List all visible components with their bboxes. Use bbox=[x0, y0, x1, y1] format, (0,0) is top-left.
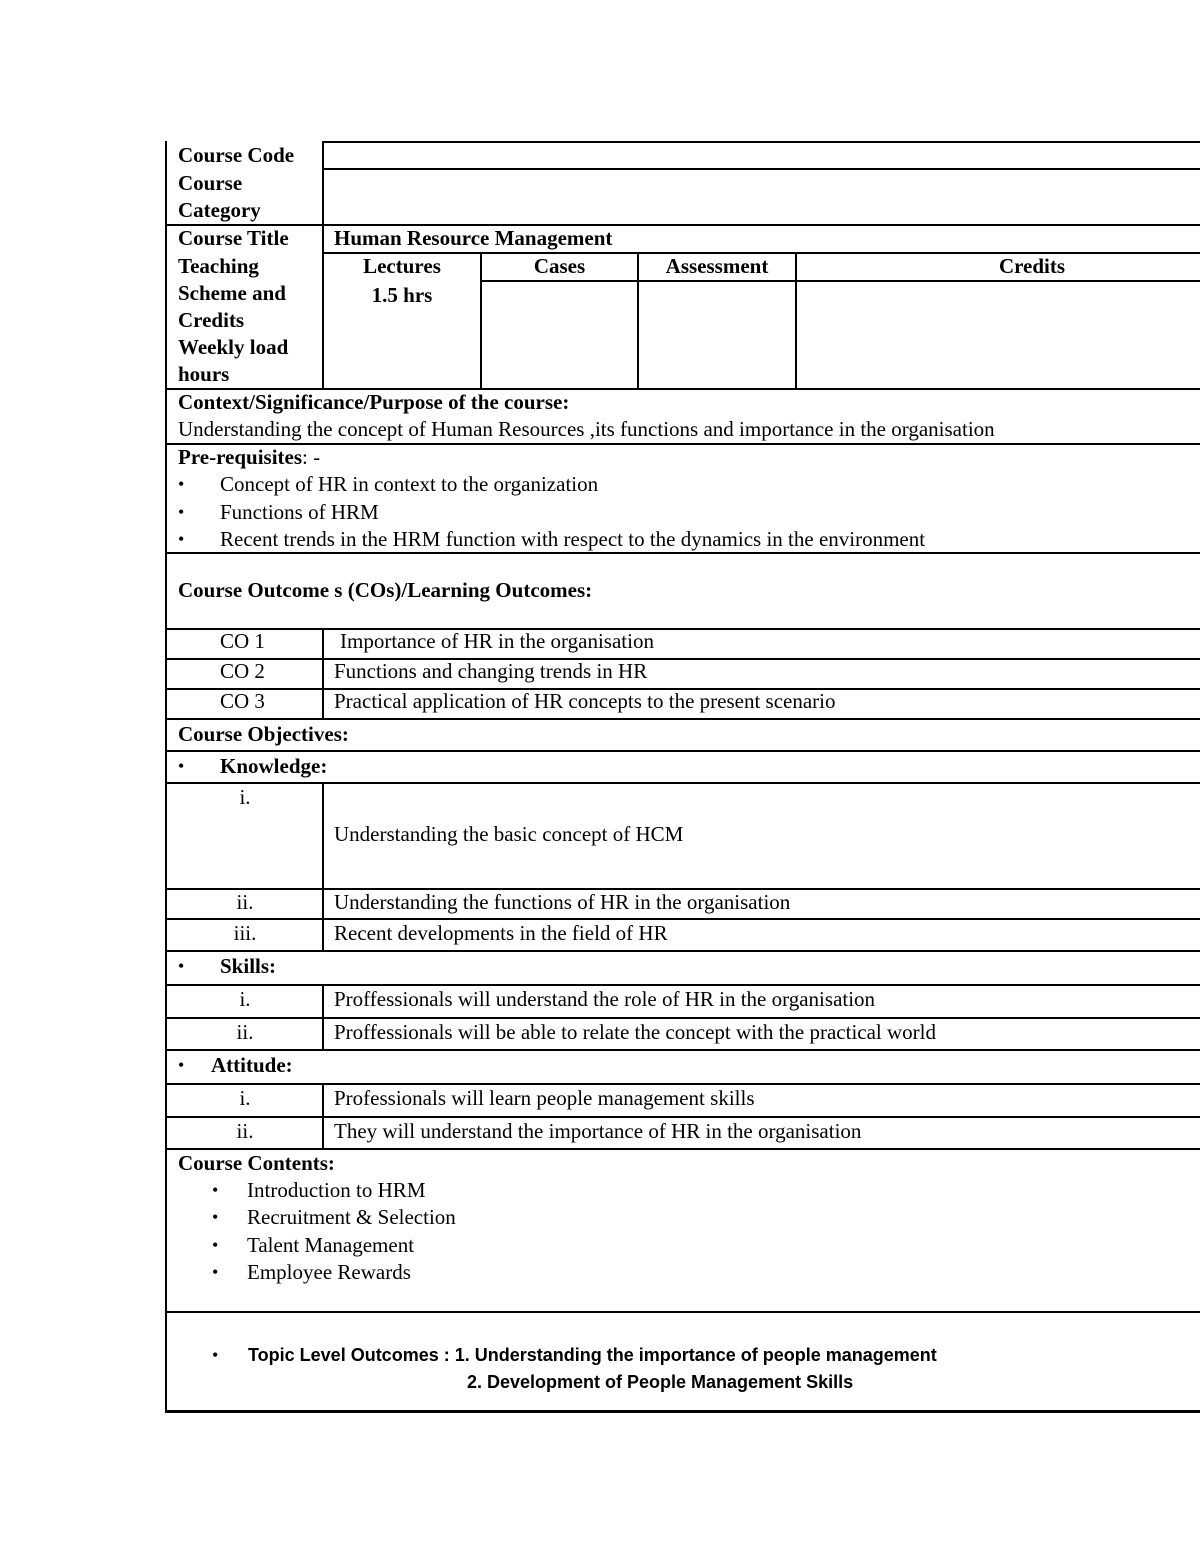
knowledge-3-num: iii. bbox=[233, 921, 257, 945]
prereq-item-3: Recent trends in the HRM function with respect to the dynamics in the environment bbox=[220, 527, 926, 551]
contents-item-4: Employee Rewards bbox=[247, 1260, 411, 1284]
rule-co-1 bbox=[165, 658, 1200, 660]
topic-outcomes-line2: 2. Development of People Management Skills bbox=[467, 1372, 854, 1392]
lectures-header: Lectures bbox=[363, 254, 441, 278]
attitude-2-num: ii. bbox=[236, 1119, 254, 1143]
rule-after-category bbox=[165, 224, 1200, 226]
topic-outcomes-bullet: • bbox=[212, 1345, 219, 1365]
context-text: Understanding the concept of Human Resources ,its functions and importance in the organisation bbox=[178, 417, 995, 441]
skills-bullet: • bbox=[178, 956, 185, 976]
knowledge-3-text: Recent developments in the field of HR bbox=[334, 921, 668, 945]
attitude-1-text: Professionals will learn people management skills bbox=[334, 1086, 755, 1110]
attitude-label: Attitude: bbox=[211, 1053, 293, 1077]
prereq-bullet-2: • bbox=[178, 502, 185, 522]
teaching-label-line4: Weekly load bbox=[178, 335, 289, 359]
topic-outcomes-line1: Topic Level Outcomes : 1. Understanding the importance of people management bbox=[248, 1345, 937, 1365]
table-bottom-border bbox=[165, 1410, 1200, 1413]
teaching-label-line2: Scheme and bbox=[178, 281, 286, 305]
contents-item-2: Recruitment & Selection bbox=[247, 1205, 456, 1229]
rule-after-contents bbox=[165, 1311, 1200, 1313]
attitude-1-num: i. bbox=[239, 1086, 251, 1110]
rule-co-top bbox=[165, 628, 1200, 630]
knowledge-bullet: • bbox=[178, 756, 185, 776]
rule-after-objectives bbox=[165, 750, 1200, 752]
teaching-label-line5: hours bbox=[178, 362, 230, 386]
co-2-text: Functions and changing trends in HR bbox=[334, 659, 648, 683]
attitude-bullet: • bbox=[178, 1055, 185, 1075]
contents-item-3: Talent Management bbox=[247, 1233, 415, 1257]
skills-2-num: ii. bbox=[236, 1020, 254, 1044]
co-3-text: Practical application of HR concepts to the present scenario bbox=[334, 689, 836, 713]
rule-skills-2 bbox=[165, 1049, 1200, 1051]
skills-1-num: i. bbox=[239, 987, 251, 1011]
knowledge-1-text: Understanding the basic concept of HCM bbox=[334, 822, 684, 846]
course-code-label: Course Code bbox=[178, 143, 295, 167]
lectures-value: 1.5 hrs bbox=[371, 283, 433, 307]
co-1-code: CO 1 bbox=[220, 629, 265, 653]
outcomes-heading: Course Outcome s (COs)/Learning Outcomes: bbox=[178, 578, 593, 602]
knowledge-divider bbox=[322, 782, 324, 950]
co-2-code: CO 2 bbox=[220, 659, 265, 683]
co-divider bbox=[322, 628, 324, 719]
contents-heading: Course Contents: bbox=[178, 1151, 335, 1175]
co-3-code: CO 3 bbox=[220, 689, 265, 713]
objectives-heading: Course Objectives: bbox=[178, 722, 349, 746]
knowledge-label: Knowledge: bbox=[220, 754, 328, 778]
prereq-bullet-3: • bbox=[178, 529, 185, 549]
attitude-2-text: They will understand the importance of HR in the organisation bbox=[334, 1119, 862, 1143]
table-left-border bbox=[165, 141, 167, 1412]
knowledge-1-num: i. bbox=[239, 785, 251, 809]
prereq-heading-suffix: : - bbox=[302, 445, 321, 469]
cases-header: Cases bbox=[533, 254, 586, 278]
skills-2-text: Proffessionals will be able to relate the concept with the practical world bbox=[334, 1020, 936, 1044]
rule-co-3 bbox=[165, 718, 1200, 720]
prereq-heading-line bbox=[178, 444, 320, 471]
course-title-label: Course Title bbox=[178, 226, 289, 250]
rule-after-col-headers bbox=[480, 280, 1200, 282]
skills-label: Skills: bbox=[220, 954, 277, 978]
course-title-value: Human Resource Management bbox=[334, 226, 613, 250]
skills-1-text: Proffessionals will understand the role of HR in the organisation bbox=[334, 987, 876, 1011]
teaching-label-line1: Teaching bbox=[178, 254, 259, 278]
prereq-item-2: Functions of HRM bbox=[220, 500, 379, 524]
contents-bullet-4: • bbox=[212, 1262, 219, 1282]
rule-knowledge-3 bbox=[165, 950, 1200, 952]
rule-after-context bbox=[165, 443, 1200, 445]
prereq-item-1: Concept of HR in context to the organization bbox=[220, 472, 599, 496]
context-heading: Context/Significance/Purpose of the course: bbox=[178, 390, 570, 414]
course-category-label-line2: Category bbox=[178, 198, 261, 222]
rule-after-code bbox=[322, 168, 1200, 170]
co-1-text: Importance of HR in the organisation bbox=[340, 629, 654, 653]
course-category-label-line1: Course bbox=[178, 171, 243, 195]
prereq-bullet-1: • bbox=[178, 474, 185, 494]
prereq-heading: Pre-requisites bbox=[178, 445, 303, 469]
credits-header: Credits bbox=[998, 254, 1066, 278]
contents-bullet-2: • bbox=[212, 1207, 219, 1227]
assessment-header: Assessment bbox=[665, 254, 769, 278]
contents-bullet-1: • bbox=[212, 1180, 219, 1200]
knowledge-2-text: Understanding the functions of HR in the organisation bbox=[334, 890, 791, 914]
teaching-label-line3: Credits bbox=[178, 308, 245, 332]
contents-item-1: Introduction to HRM bbox=[247, 1178, 426, 1202]
contents-bullet-3: • bbox=[212, 1235, 219, 1255]
knowledge-2-num: ii. bbox=[236, 890, 254, 914]
rule-top bbox=[322, 141, 1200, 143]
